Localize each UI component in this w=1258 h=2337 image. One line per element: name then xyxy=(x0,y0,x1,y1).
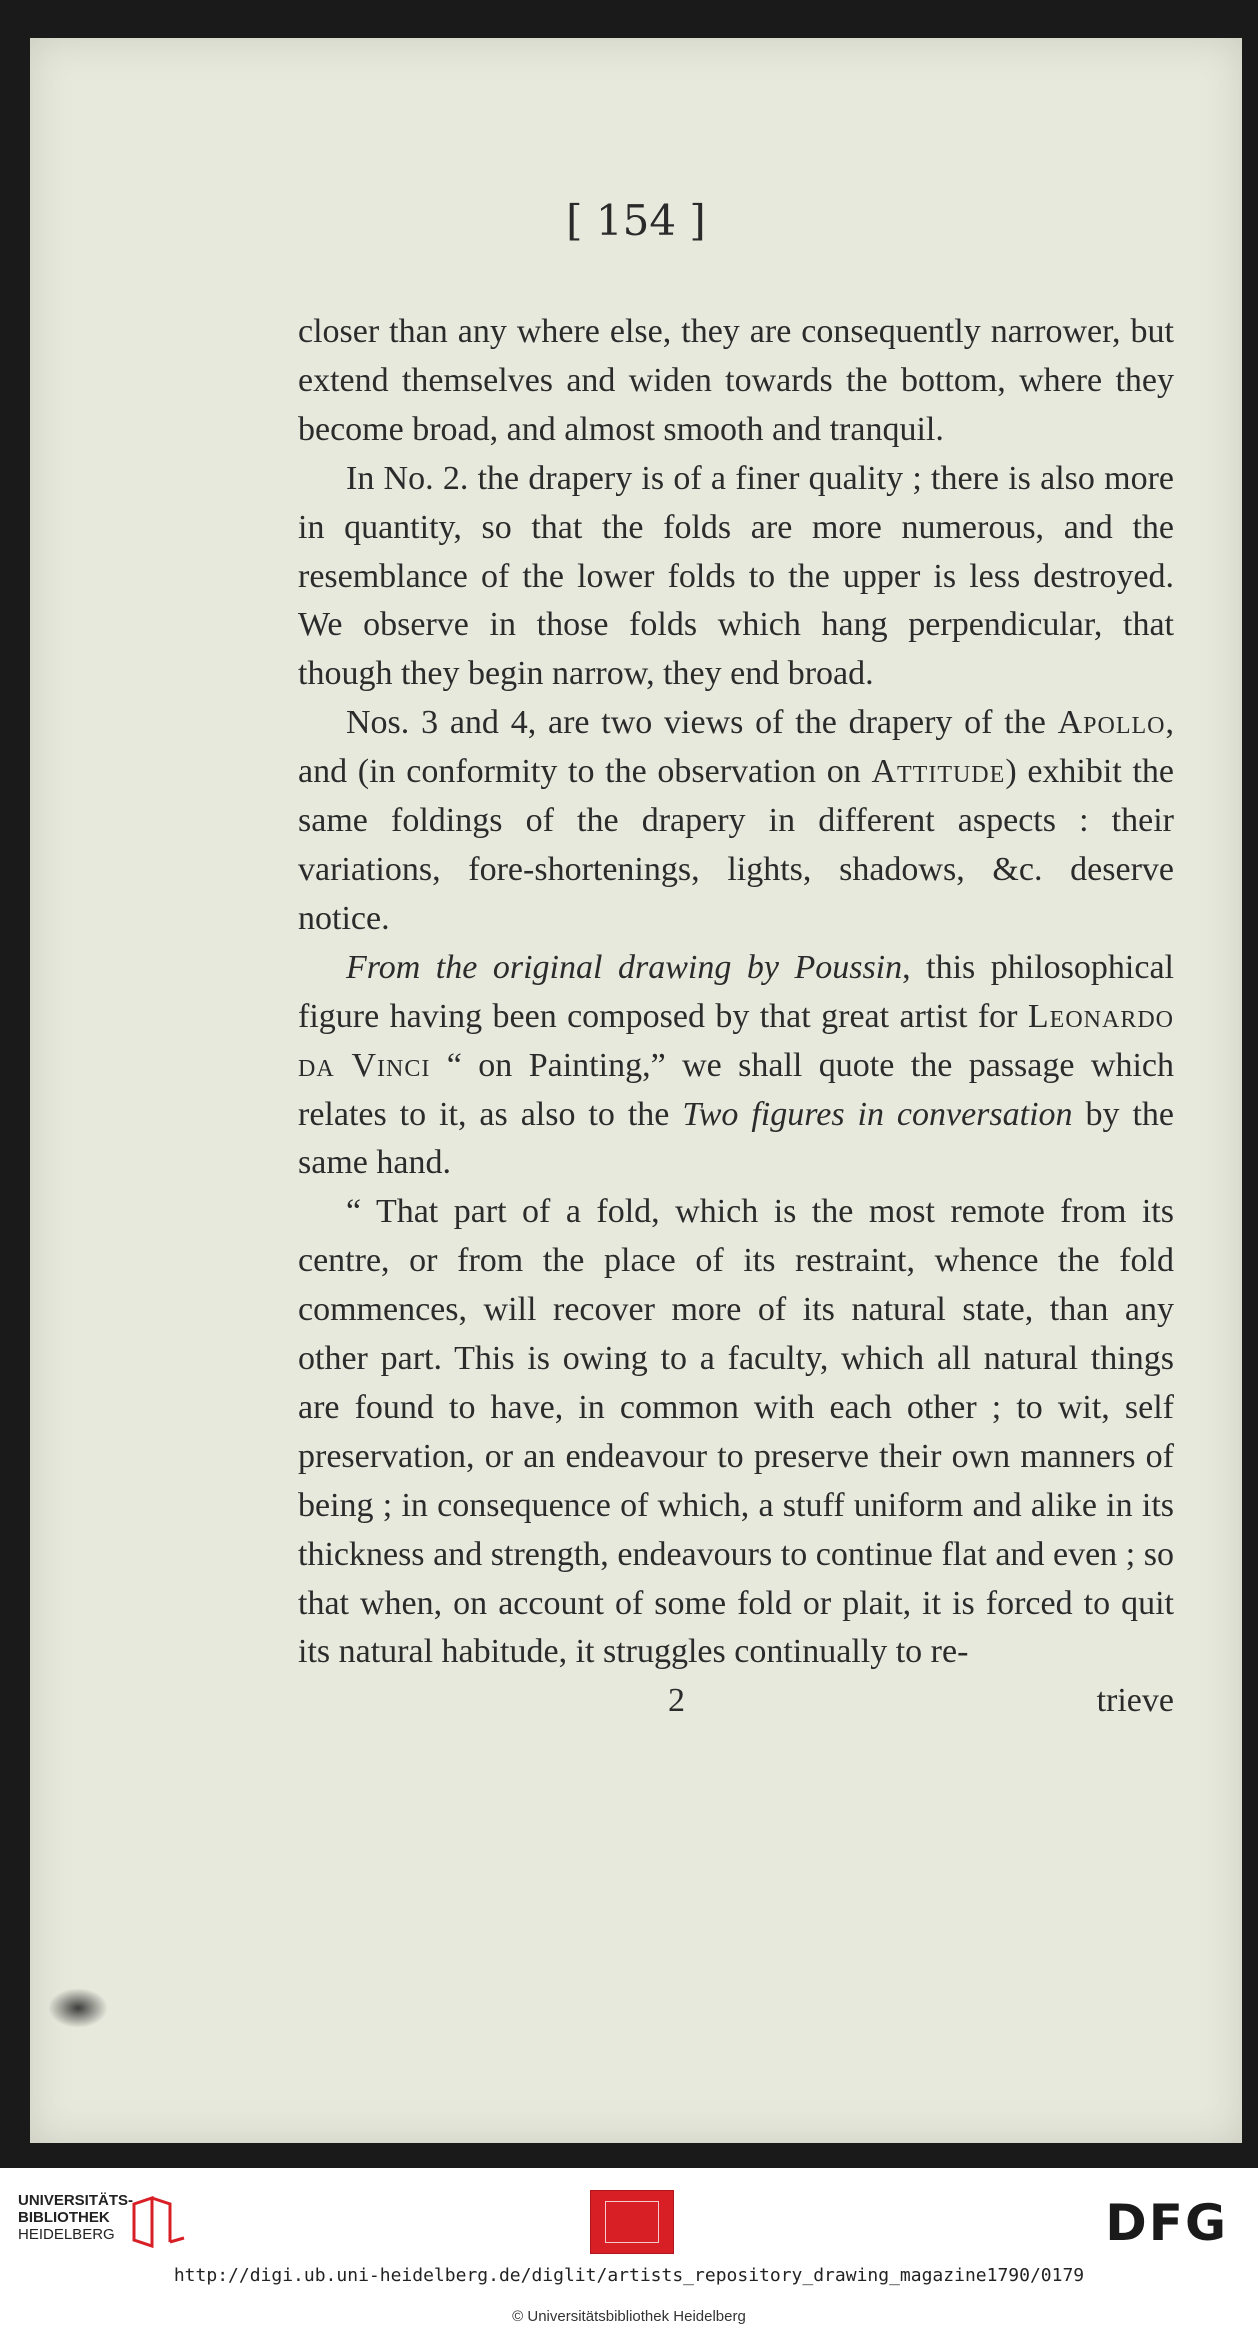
dfg-logo[interactable]: DFG xyxy=(1105,2194,1228,2252)
digital-library-logo[interactable] xyxy=(590,2190,674,2254)
library-line-1: UNIVERSITÄTS- xyxy=(18,2192,134,2209)
text-segment: “ on Painting,” we shall quote the passage which relates to it, as also to the xyxy=(298,1046,1174,1133)
paragraph xyxy=(298,455,1174,700)
ink-smudge xyxy=(48,1988,108,2028)
paragraph xyxy=(298,1188,1174,1677)
text-segment: , this philosophical figure having been composed by that great artist for xyxy=(298,948,1174,1035)
signature-mark: 2 xyxy=(668,1682,685,1720)
footer xyxy=(0,2168,1258,2337)
page-foot-line xyxy=(298,1677,1174,1726)
paragraph xyxy=(298,944,1174,1189)
page-header: [ 154 ] xyxy=(566,196,706,245)
body-text xyxy=(298,308,1174,1726)
paragraph xyxy=(298,699,1174,944)
text-segment: closer than any where else, they are consequently narrower, but extend themselves and widen towards the bottom, where they become broad, and almost smooth and tranquil. xyxy=(298,313,1174,448)
text-segment: Apollo xyxy=(1057,704,1166,742)
catchword: trieve xyxy=(1096,1682,1174,1720)
text-segment: Attitude xyxy=(871,753,1006,791)
text-segment: “ That part of a fold, which is the most remote from its centre, or from the place of its restraint, whence the fold commences, will recover more of its natural state, than any other part. This is owing to a faculty, which all natural things are found to have, in common with each other ; to wit, self preservation, or an endeavour to preserve their own manners of being ; in consequence of which, a stuff uniform and alike in its thickness and strength, endeavours to continue flat and even ; so that when, on account of some fold or plait, it is forced to quit its natural habitude, it struggles continually to re- xyxy=(298,1193,1174,1671)
library-mark-icon xyxy=(130,2194,186,2250)
paragraph xyxy=(298,308,1174,455)
text-segment: Leonardo da Vinci xyxy=(298,997,1174,1084)
text-segment: From the original drawing by Poussin xyxy=(346,948,903,986)
book-page xyxy=(30,38,1242,2143)
text-segment: , and (in conformity to the observation on xyxy=(298,704,1174,791)
logo-inner-frame xyxy=(605,2201,659,2243)
text-segment: Two figures in conversation xyxy=(682,1095,1073,1133)
text-segment: by the same hand. xyxy=(298,1095,1174,1182)
university-library-logo[interactable] xyxy=(18,2192,188,2252)
text-segment: In No. 2. the drapery is of a finer quality ; there is also more in quantity, so that the folds are more numerous, and the resemblance of the lower folds to the upper is less destroyed. We observe in those folds which hang perpendicular, that though they begin narrow, they end broad. xyxy=(298,459,1174,693)
text-segment: ) exhibit the same foldings of the drapery in different aspects : their variations, fore-shortenings, lights, shadows, &c. deserve notice. xyxy=(298,753,1175,937)
copyright-notice: © Universitätsbibliothek Heidelberg xyxy=(512,2308,746,2325)
library-name xyxy=(18,2192,133,2243)
permalink-url[interactable]: http://digi.ub.uni-heidelberg.de/diglit/artists_repository_drawing_magazine1790/0179 xyxy=(173,2265,1085,2286)
text-segment: Nos. 3 and 4, are two views of the drapery of the xyxy=(346,704,1058,742)
library-line-3: HEIDELBERG xyxy=(18,2226,115,2243)
library-line-2: BIBLIOTHEK xyxy=(18,2209,110,2226)
